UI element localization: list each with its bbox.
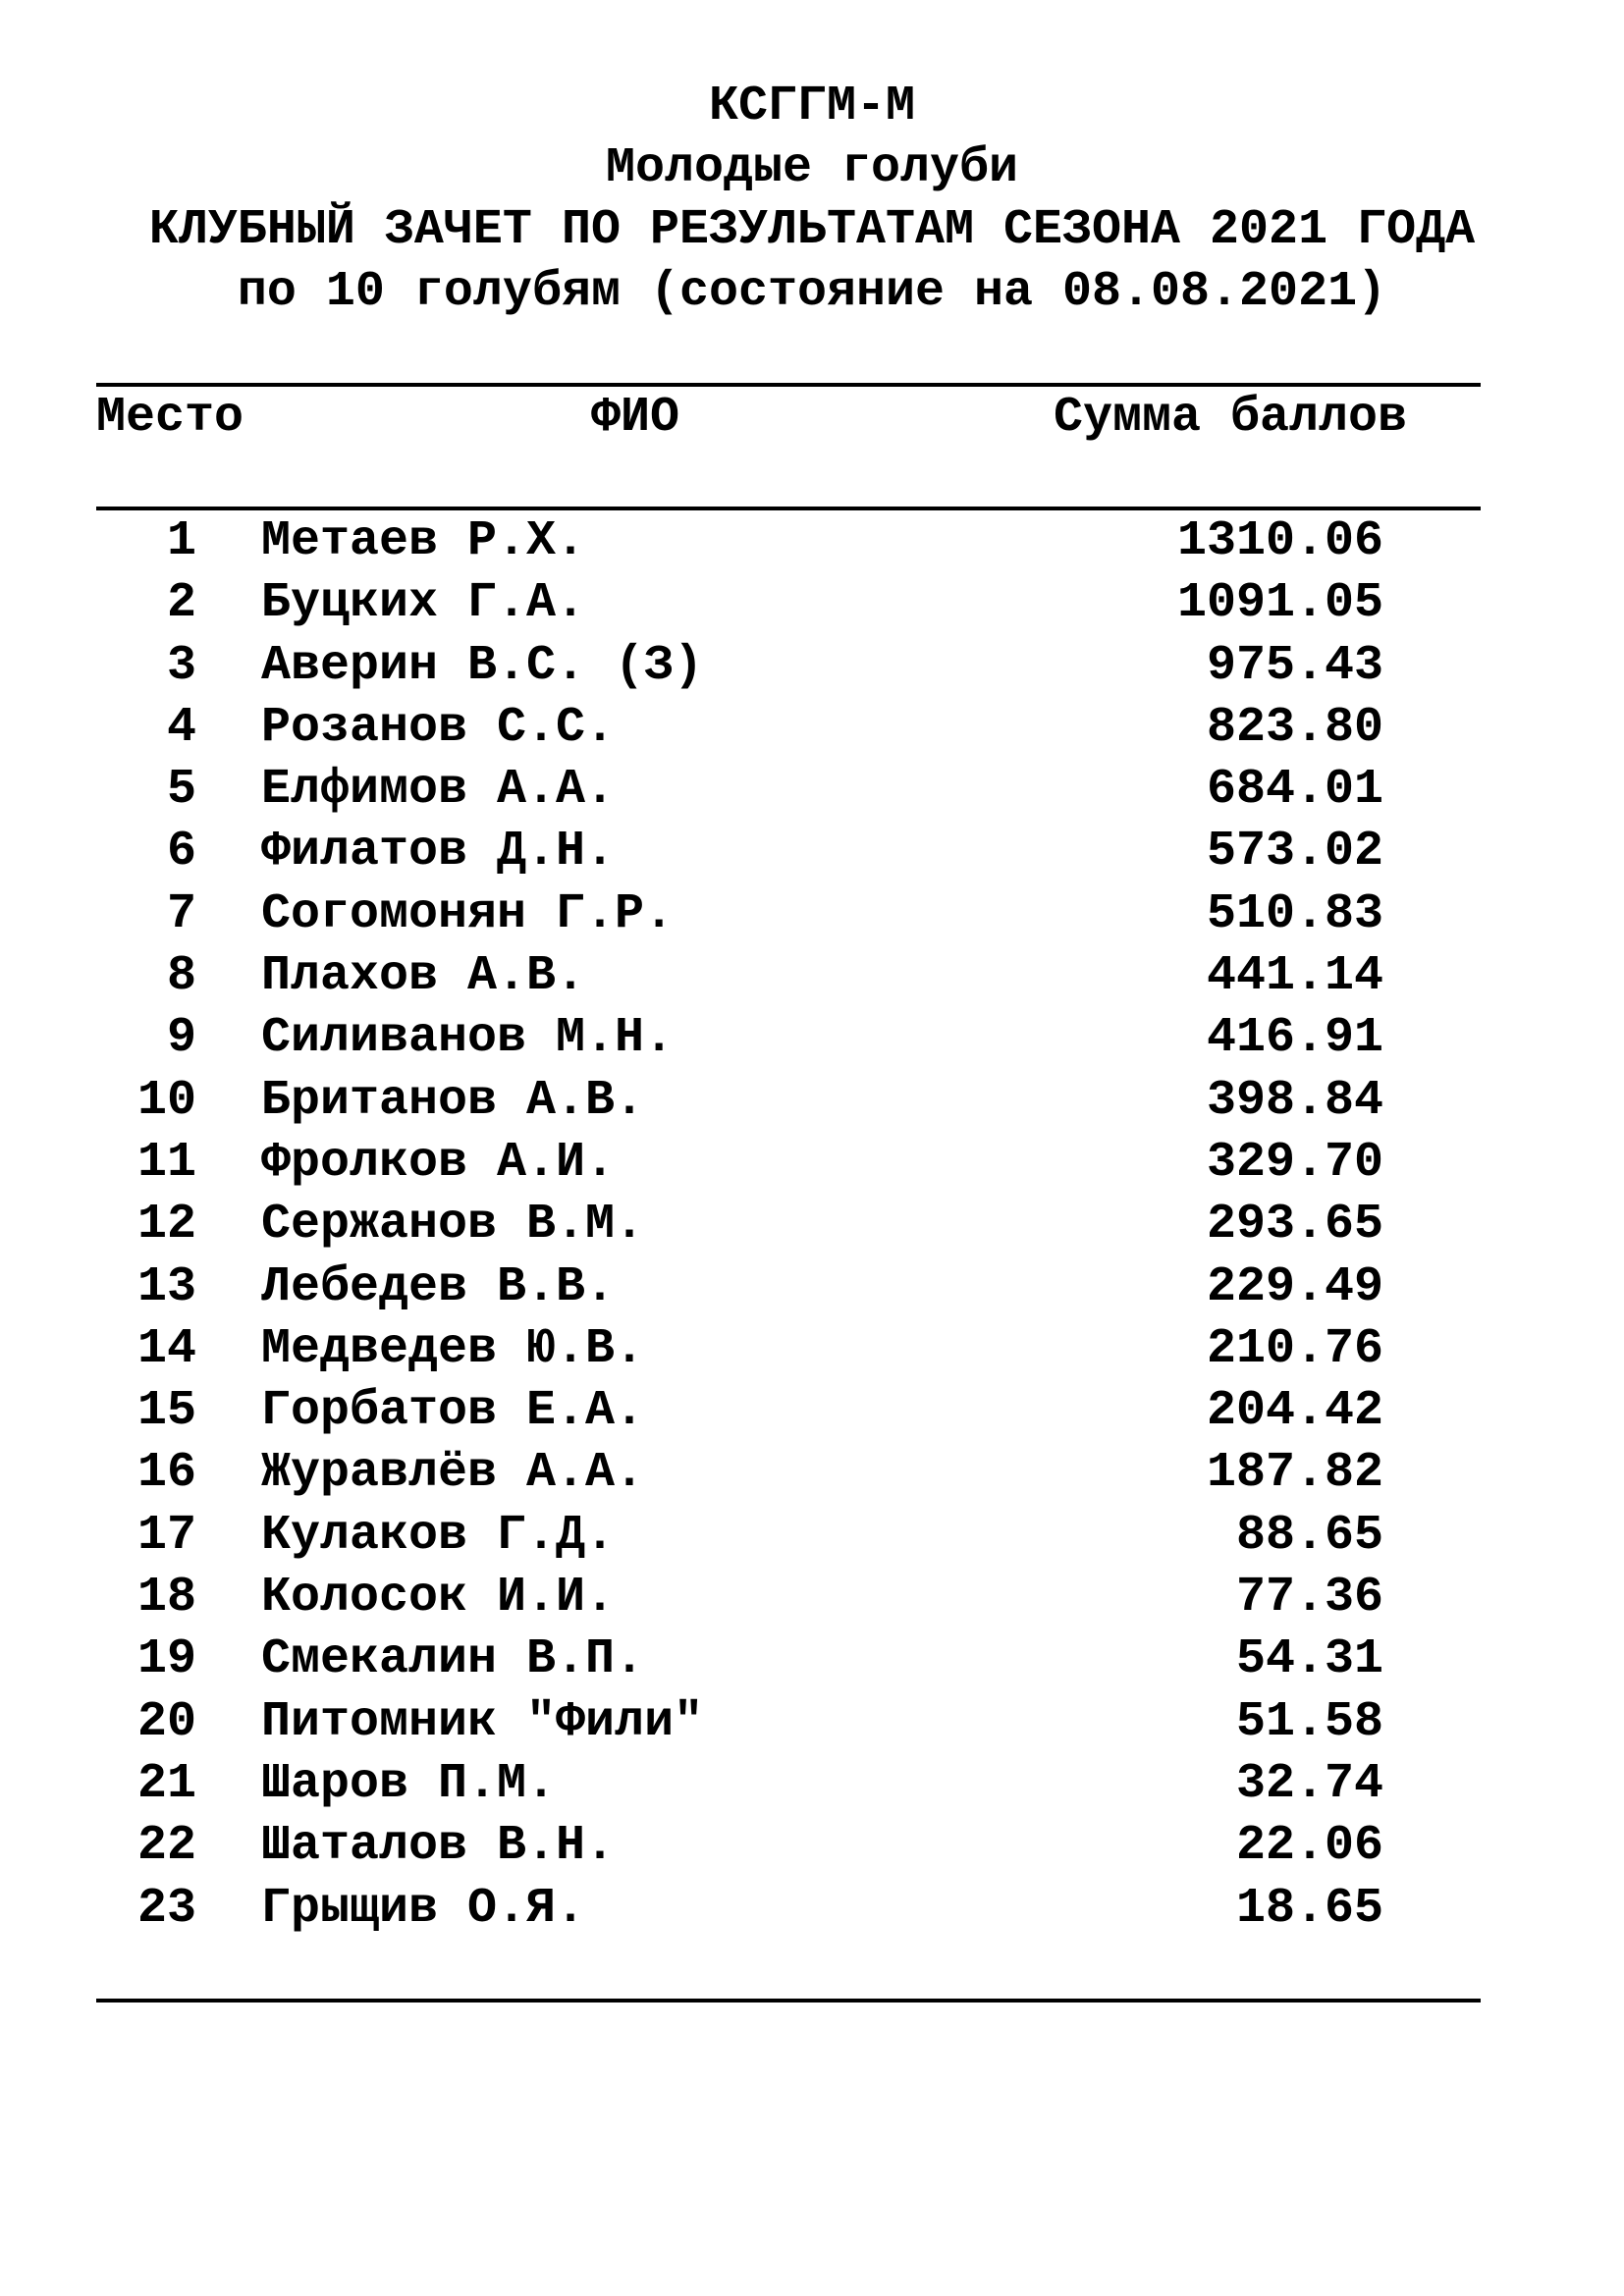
row-place: 10 bbox=[136, 1072, 196, 1129]
row-name: Силиванов М.Н. bbox=[261, 1010, 675, 1067]
row-place: 14 bbox=[136, 1320, 196, 1377]
row-score: 1310.06 bbox=[1176, 513, 1383, 569]
row-score: 77.36 bbox=[1235, 1570, 1383, 1627]
row-place: 22 bbox=[136, 1818, 196, 1875]
table-row bbox=[0, 1070, 1624, 1132]
bottom-divider bbox=[96, 1999, 1481, 2002]
table-row bbox=[0, 697, 1624, 759]
row-name: Медведев Ю.В. bbox=[261, 1320, 645, 1377]
table-row bbox=[0, 945, 1624, 1007]
row-place: 23 bbox=[136, 1880, 196, 1937]
row-place: 15 bbox=[136, 1383, 196, 1440]
column-header-name: ФИО bbox=[591, 390, 680, 446]
row-name: Колосок И.И. bbox=[261, 1570, 616, 1627]
row-score: 210.76 bbox=[1206, 1320, 1383, 1377]
row-score: 510.83 bbox=[1206, 885, 1383, 942]
table-row bbox=[0, 635, 1624, 697]
standings-title: КЛУБНЫЙ ЗАЧЕТ ПО РЕЗУЛЬТАТАМ СЕЗОНА 2021 ГОДА bbox=[148, 202, 1476, 258]
row-score: 416.91 bbox=[1206, 1010, 1383, 1067]
row-score: 293.65 bbox=[1206, 1197, 1383, 1254]
row-place: 4 bbox=[166, 699, 196, 756]
row-name: Филатов Д.Н. bbox=[261, 824, 616, 881]
table-row bbox=[0, 1132, 1624, 1194]
row-name: Согомонян Г.Р. bbox=[261, 885, 675, 942]
row-name: Аверин В.С. (З) bbox=[261, 637, 704, 694]
row-score: 187.82 bbox=[1206, 1445, 1383, 1502]
row-place: 17 bbox=[136, 1507, 196, 1564]
row-score: 975.43 bbox=[1206, 637, 1383, 694]
row-place: 6 bbox=[166, 824, 196, 881]
table-row bbox=[0, 1815, 1624, 1877]
column-header-score: Сумма баллов bbox=[1054, 390, 1408, 446]
row-name: Лебедев В.В. bbox=[261, 1258, 616, 1315]
row-score: 51.58 bbox=[1235, 1693, 1383, 1750]
row-place: 5 bbox=[166, 762, 196, 819]
row-place: 21 bbox=[136, 1755, 196, 1812]
table-row bbox=[0, 1878, 1624, 1940]
row-name: Журавлёв А.А. bbox=[261, 1445, 645, 1502]
row-place: 20 bbox=[136, 1693, 196, 1750]
row-name: Сержанов В.М. bbox=[261, 1197, 645, 1254]
row-place: 2 bbox=[166, 575, 196, 632]
table-row bbox=[0, 759, 1624, 821]
row-name: Фролков А.И. bbox=[261, 1134, 616, 1191]
row-name: Розанов С.С. bbox=[261, 699, 616, 756]
row-place: 9 bbox=[166, 1010, 196, 1067]
table-row bbox=[0, 1567, 1624, 1629]
row-place: 11 bbox=[136, 1134, 196, 1191]
standings-table bbox=[0, 510, 1624, 1940]
row-name: Британов А.В. bbox=[261, 1072, 645, 1129]
row-name: Метаев Р.Х. bbox=[261, 513, 586, 569]
row-score: 229.49 bbox=[1206, 1258, 1383, 1315]
row-name: Смекалин В.П. bbox=[261, 1631, 645, 1688]
row-place: 7 bbox=[166, 885, 196, 942]
row-name: Шаталов В.Н. bbox=[261, 1818, 616, 1875]
table-row bbox=[0, 1505, 1624, 1567]
row-score: 329.70 bbox=[1206, 1134, 1383, 1191]
row-name: Питомник "Фили" bbox=[261, 1693, 704, 1750]
row-place: 16 bbox=[136, 1445, 196, 1502]
table-row bbox=[0, 1194, 1624, 1255]
table-row bbox=[0, 1007, 1624, 1069]
table-row bbox=[0, 883, 1624, 945]
row-name: Елфимов А.А. bbox=[261, 762, 616, 819]
row-score: 684.01 bbox=[1206, 762, 1383, 819]
row-score: 398.84 bbox=[1206, 1072, 1383, 1129]
row-score: 1091.05 bbox=[1176, 575, 1383, 632]
table-row bbox=[0, 1442, 1624, 1504]
row-name: Горбатов Е.А. bbox=[261, 1383, 645, 1440]
table-row bbox=[0, 572, 1624, 634]
row-score: 204.42 bbox=[1206, 1383, 1383, 1440]
table-row bbox=[0, 1753, 1624, 1815]
table-row bbox=[0, 1380, 1624, 1442]
category-title: Молодые голуби bbox=[605, 140, 1019, 196]
row-name: Плахов А.В. bbox=[261, 948, 586, 1005]
row-name: Буцких Г.А. bbox=[261, 575, 586, 632]
row-score: 22.06 bbox=[1235, 1818, 1383, 1875]
column-header-place: Место bbox=[96, 390, 244, 446]
table-row bbox=[0, 1318, 1624, 1380]
club-title: КСГГМ-М bbox=[708, 79, 916, 134]
standings-subtitle: по 10 голубям (состояние на 08.08.2021) bbox=[237, 264, 1387, 320]
row-place: 13 bbox=[136, 1258, 196, 1315]
row-score: 18.65 bbox=[1235, 1880, 1383, 1937]
table-row bbox=[0, 1256, 1624, 1318]
table-row bbox=[0, 1691, 1624, 1753]
table-row bbox=[0, 510, 1624, 572]
row-score: 573.02 bbox=[1206, 824, 1383, 881]
row-score: 441.14 bbox=[1206, 948, 1383, 1005]
row-name: Грыщив О.Я. bbox=[261, 1880, 586, 1937]
row-score: 54.31 bbox=[1235, 1631, 1383, 1688]
row-name: Шаров П.М. bbox=[261, 1755, 557, 1812]
table-row bbox=[0, 1629, 1624, 1690]
row-place: 1 bbox=[166, 513, 196, 569]
row-score: 88.65 bbox=[1235, 1507, 1383, 1564]
row-score: 823.80 bbox=[1206, 699, 1383, 756]
row-place: 12 bbox=[136, 1197, 196, 1254]
row-score: 32.74 bbox=[1235, 1755, 1383, 1812]
row-place: 18 bbox=[136, 1570, 196, 1627]
top-divider bbox=[96, 383, 1481, 387]
row-place: 8 bbox=[166, 948, 196, 1005]
row-place: 19 bbox=[136, 1631, 196, 1688]
row-name: Кулаков Г.Д. bbox=[261, 1507, 616, 1564]
row-place: 3 bbox=[166, 637, 196, 694]
table-row bbox=[0, 821, 1624, 882]
